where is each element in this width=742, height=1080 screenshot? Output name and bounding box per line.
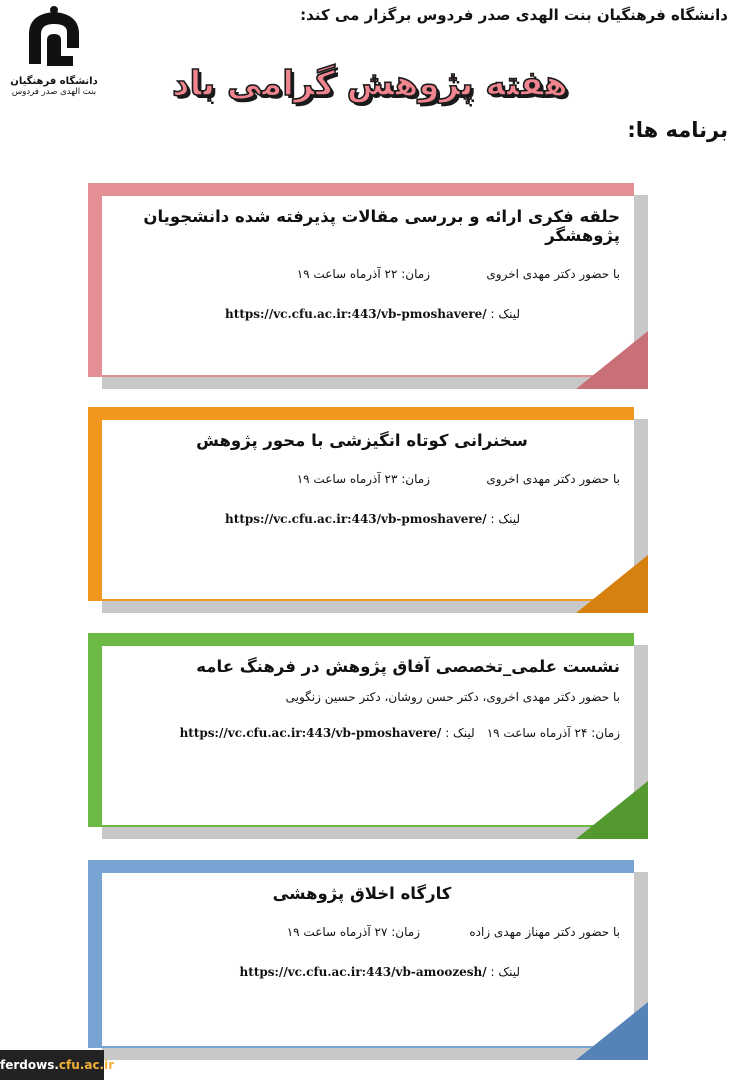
program-title: حلقه فکری ارائه و بررسی مقالات پذیرفته شده دانشجویان پژوهشگر — [143, 207, 620, 245]
program-time: زمان: ۲۷ آذرماه ساعت ۱۹ — [286, 925, 420, 939]
footer-site-domain: cfu.ac.ir — [58, 1058, 115, 1072]
program-card-4 — [88, 860, 648, 1060]
logo-subtitle: بنت الهدی صدر فردوس — [11, 87, 97, 97]
program-time: زمان: ۲۴ آذرماه ساعت ۱۹ — [486, 726, 620, 740]
program-link[interactable]: https://vc.cfu.ac.ir:443/vb-pmoshavere/ — [225, 512, 487, 526]
program-link[interactable]: https://vc.cfu.ac.ir:443/vb-pmoshavere/ — [179, 726, 442, 740]
program-link[interactable]: https://vc.cfu.ac.ir:443/vb-pmoshavere/ — [225, 307, 487, 321]
program-title: نشست علمی_تخصصی آفاق پژوهش در فرهنگ عامه — [196, 657, 620, 676]
program-card-3 — [88, 633, 648, 839]
program-presenters: با حضور دکتر مهناز مهدی زاده — [469, 925, 620, 939]
link-label: لینک : — [490, 512, 520, 526]
link-label: لینک : — [445, 726, 475, 740]
program-title: کارگاه اخلاق پژوهشی — [272, 884, 452, 903]
program-card-2 — [88, 407, 648, 613]
logo-emblem-icon — [19, 4, 89, 74]
program-title: سخنرانی کوتاه انگیزشی با محور پژوهش — [196, 431, 528, 450]
site-footer-tag[interactable] — [0, 1050, 115, 1080]
program-card-1 — [88, 183, 648, 389]
link-label: لینک : — [490, 307, 520, 321]
program-presenters: با حضور دکتر مهدی اخروی — [486, 472, 620, 486]
main-title: هفته پژوهش گرامی باد — [172, 64, 568, 104]
university-logo — [8, 4, 100, 122]
program-presenters: با حضور دکتر مهدی اخروی — [486, 267, 620, 281]
footer-site-prefix: ferdows. — [0, 1058, 59, 1072]
program-link[interactable]: https://vc.cfu.ac.ir:443/vb-amoozesh/ — [239, 965, 487, 979]
programs-heading: برنامه ها: — [627, 118, 728, 142]
organizer-line: دانشگاه فرهنگیان بنت الهدی صدر فردوس برگزار می کند: — [300, 6, 728, 24]
logo-name: دانشگاه فرهنگیان — [10, 76, 98, 87]
program-presenters: با حضور دکتر مهدی اخروی، دکتر حسن روشان، دکتر حسین زنگویی — [285, 690, 620, 704]
program-time: زمان: ۲۳ آذرماه ساعت ۱۹ — [296, 472, 430, 486]
link-label: لینک : — [490, 965, 520, 979]
program-time: زمان: ۲۲ آذرماه ساعت ۱۹ — [296, 267, 430, 281]
